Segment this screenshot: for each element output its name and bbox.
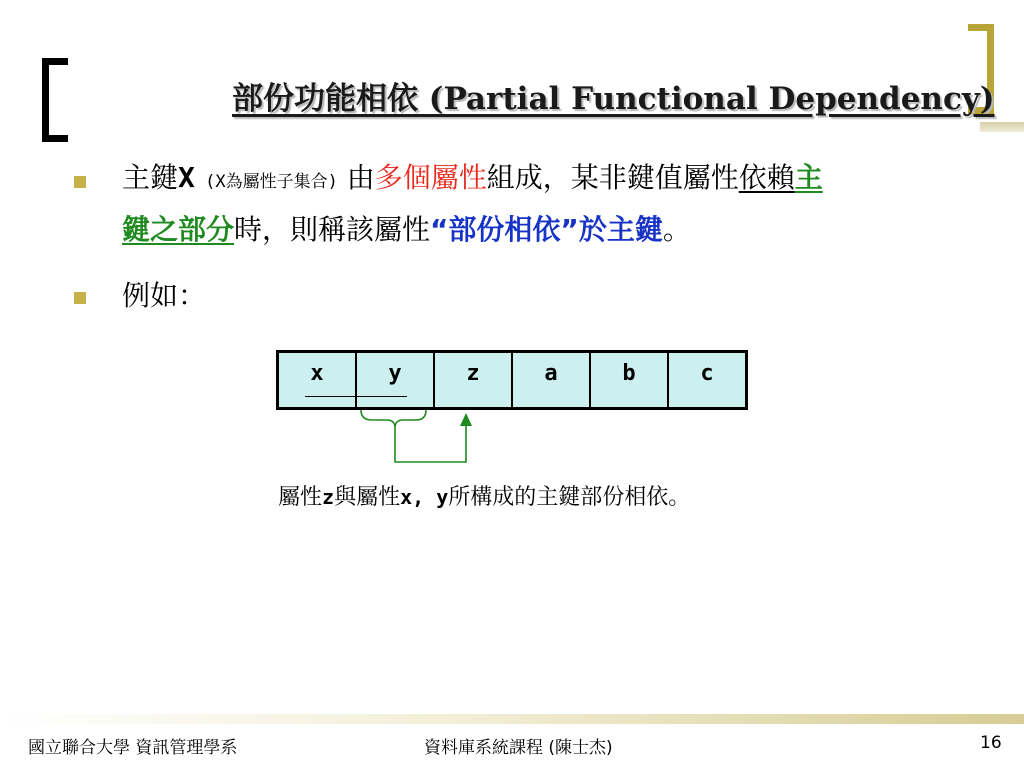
- attribute-cell-z: z: [435, 353, 513, 407]
- text-segment: 與屬性: [334, 485, 401, 510]
- footer-bar: [0, 714, 1024, 724]
- attribute-cell-x: x: [279, 353, 357, 407]
- text-segment: 主鍵: [122, 161, 179, 194]
- slide-title: 部份功能相依 (Partial Functional Dependency): [232, 81, 995, 117]
- attribute-cell-a: a: [513, 353, 591, 407]
- text-segment: 屬性: [278, 485, 323, 510]
- highlight-green-text: 主: [794, 161, 823, 194]
- text-segment: 由: [337, 161, 375, 194]
- footer-course: 資料庫系統課程 (陳士杰): [424, 738, 613, 758]
- text-segment: X: [178, 161, 195, 194]
- diagram-caption: [278, 480, 690, 511]
- text-segment: z: [322, 485, 335, 509]
- text-segment: x, y: [400, 485, 449, 509]
- text-segment: 所構成的主鍵部份相依。: [448, 485, 691, 510]
- highlight-blue-text: “部份相依”於主鍵: [430, 213, 663, 246]
- bullet-2-text: 例如：: [122, 279, 207, 312]
- underlined-text: 依賴: [738, 161, 795, 194]
- footer-department: 國立聯合大學 資訊管理學系: [28, 738, 238, 758]
- attribute-cell-b: b: [591, 353, 669, 407]
- page-number: 16: [980, 733, 1002, 753]
- highlight-red-text: 多個屬性: [374, 161, 487, 194]
- key-brace: [361, 410, 426, 428]
- dependency-arrow-line: [395, 424, 466, 462]
- attribute-cell-y: y: [357, 353, 435, 407]
- text-segment: 。: [662, 213, 691, 246]
- highlight-green-text: 鍵之部分: [122, 213, 235, 246]
- arrow-head-icon: [460, 413, 472, 426]
- text-segment: 組成，某非鍵值屬性: [486, 161, 739, 194]
- text-segment: 時，則稱該屬性: [234, 213, 431, 246]
- text-segment: (X為屬性子集合): [194, 172, 338, 192]
- attribute-cell-c: c: [700, 361, 714, 386]
